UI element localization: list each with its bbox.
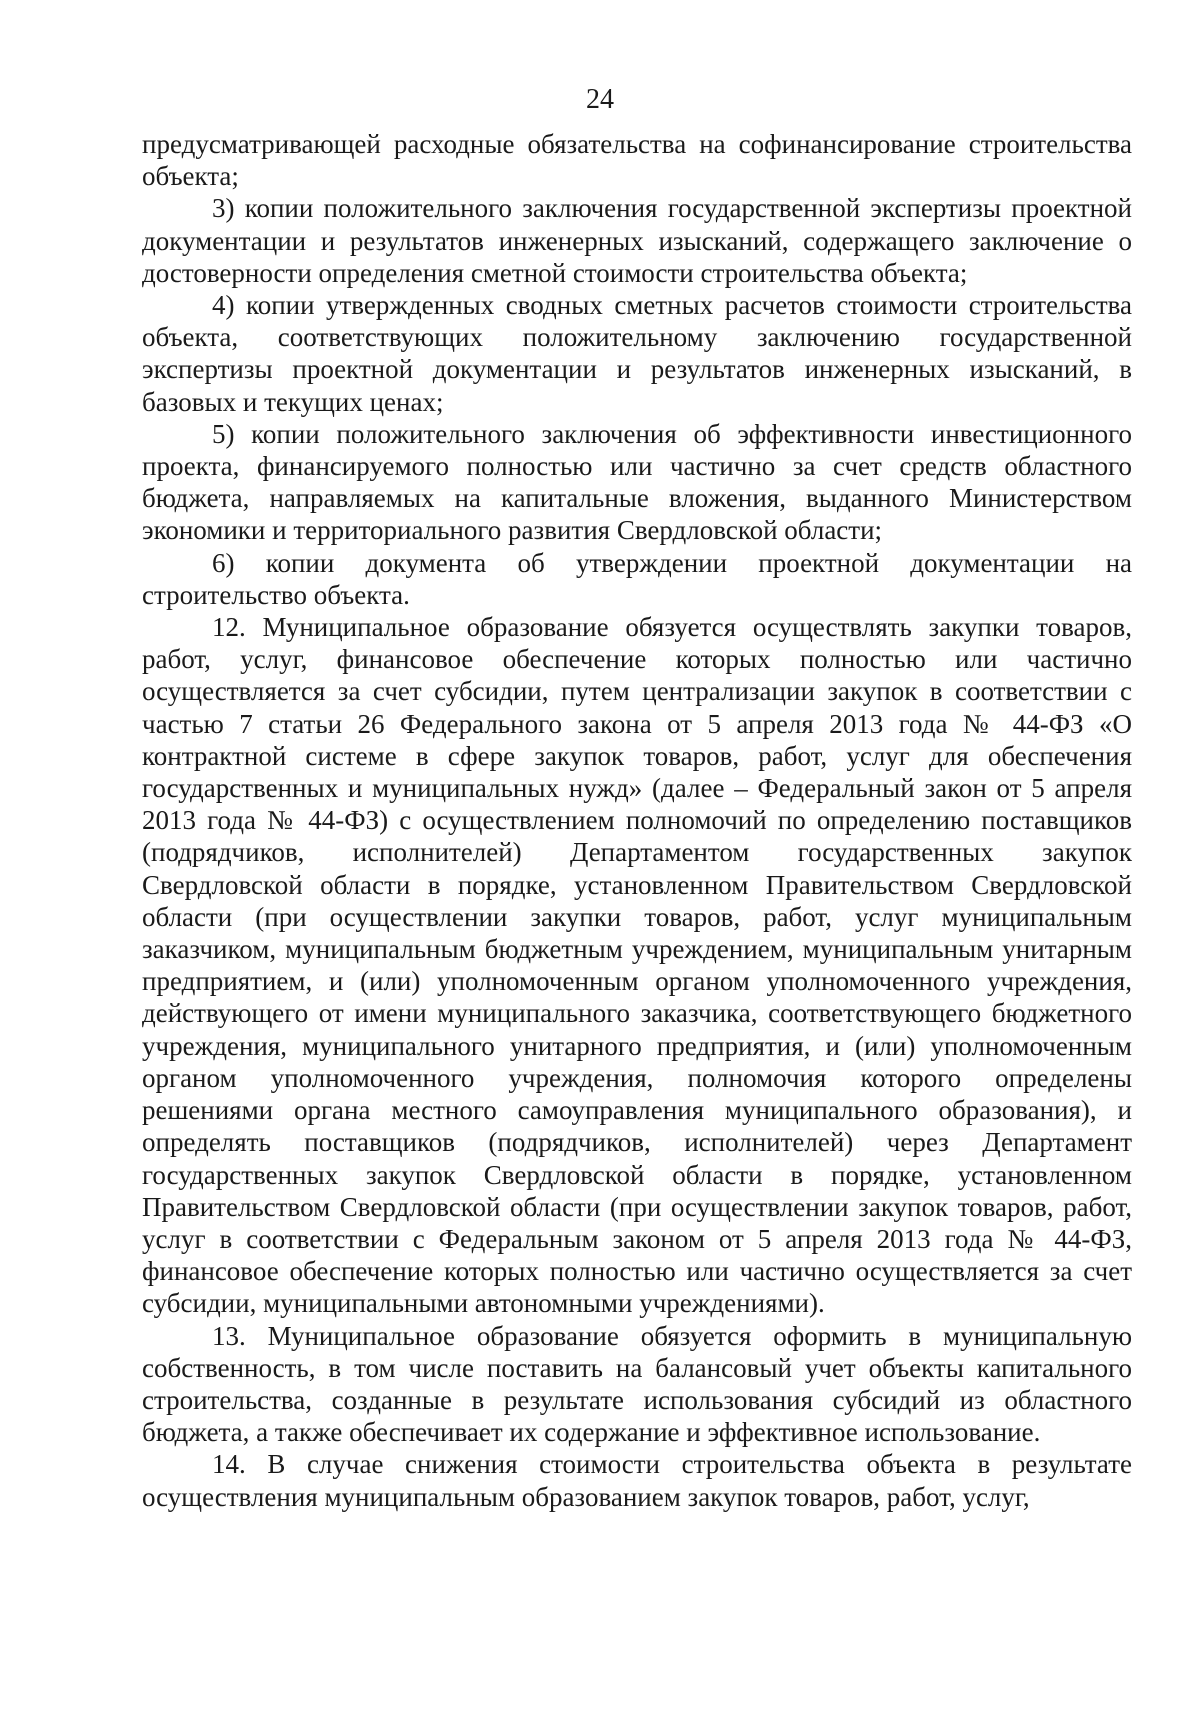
- paragraph-4: 5) копии положительного заключения об эффективности инвестиционного проекта, финансируемого полностью или частично за счет средств областного бюджета, направляемых на капитальные вложения, выданного Министерством экономики и территориального развития Свердловской области;: [142, 418, 1132, 546]
- paragraph-7: 13. Муниципальное образование обязуется оформить в муниципальную собственность, в том числе поставить на балансовый учет объекты капитального строительства, созданные в результате использования субсидий из областного бюджета, а также обеспечивает их содержание и эффективное использование.: [142, 1320, 1132, 1448]
- paragraph-6: 12. Муниципальное образование обязуется осуществлять закупки товаров, работ, услуг, финансовое обеспечение которых полностью или частично осуществляется за счет субсидии, путем централизации закупок в соответствии с частью 7 статьи 26 Федерального закона от 5 апреля 2013 года № 44-ФЗ «О контрактной системе в сфере закупок товаров, работ, услуг для обеспечения государственных и муниципальных нужд» (далее – Федеральный закон от 5 апреля 2013 года № 44-ФЗ) с осуществлением полномочий по определению поставщиков (подрядчиков, исполнителей) Департаментом государственных закупок Свердловской области в порядке, установленном Правительством Свердловской области (при осуществлении закупки товаров, работ, услуг муниципальным заказчиком, муниципальным бюджетным учреждением, муниципальным унитарным предприятием, и (или) уполномоченным органом уполномоченного учреждения, действующего от имени муниципального заказчика, соответствующего бюджетного учреждения, муниципального унитарного предприятия, и (или) уполномоченным органом уполномоченного учреждения, полномочия которого определены решениями органа местного самоуправления муниципального образования), и определять поставщиков (подрядчиков, исполнителей) через Департамент государственных закупок Свердловской области в порядке, установленном Правительством Свердловской области (при осуществлении закупок товаров, работ, услуг в соответствии с Федеральным законом от 5 апреля 2013 года № 44-ФЗ, финансовое обеспечение которых полностью или частично осуществляется за счет субсидии, муниципальными автономными учреждениями).: [142, 612, 1132, 1319]
- paragraph-8: 14. В случае снижения стоимости строительства объекта в результате осуществления муниципальным образованием закупок товаров, работ, услуг,: [142, 1449, 1132, 1512]
- paragraph-1: предусматривающей расходные обязательства на софинансирование строительства объекта;: [142, 129, 1132, 192]
- page-number: 24: [586, 84, 614, 115]
- document-body: [142, 128, 1132, 1513]
- paragraph-3: 4) копии утвержденных сводных сметных расчетов стоимости строительства объекта, соответствующих положительному заключению государственной экспертизы проектной документации и результатов инженерных изысканий, в базовых и текущих ценах;: [142, 290, 1132, 417]
- paragraph-2: 3) копии положительного заключения государственной экспертизы проектной документации и результатов инженерных изысканий, содержащего заключение о достоверности определения сметной стоимости строительства объекта;: [142, 193, 1132, 288]
- paragraph-5: 6) копии документа об утверждении проектной документации на строительство объекта.: [142, 547, 1132, 610]
